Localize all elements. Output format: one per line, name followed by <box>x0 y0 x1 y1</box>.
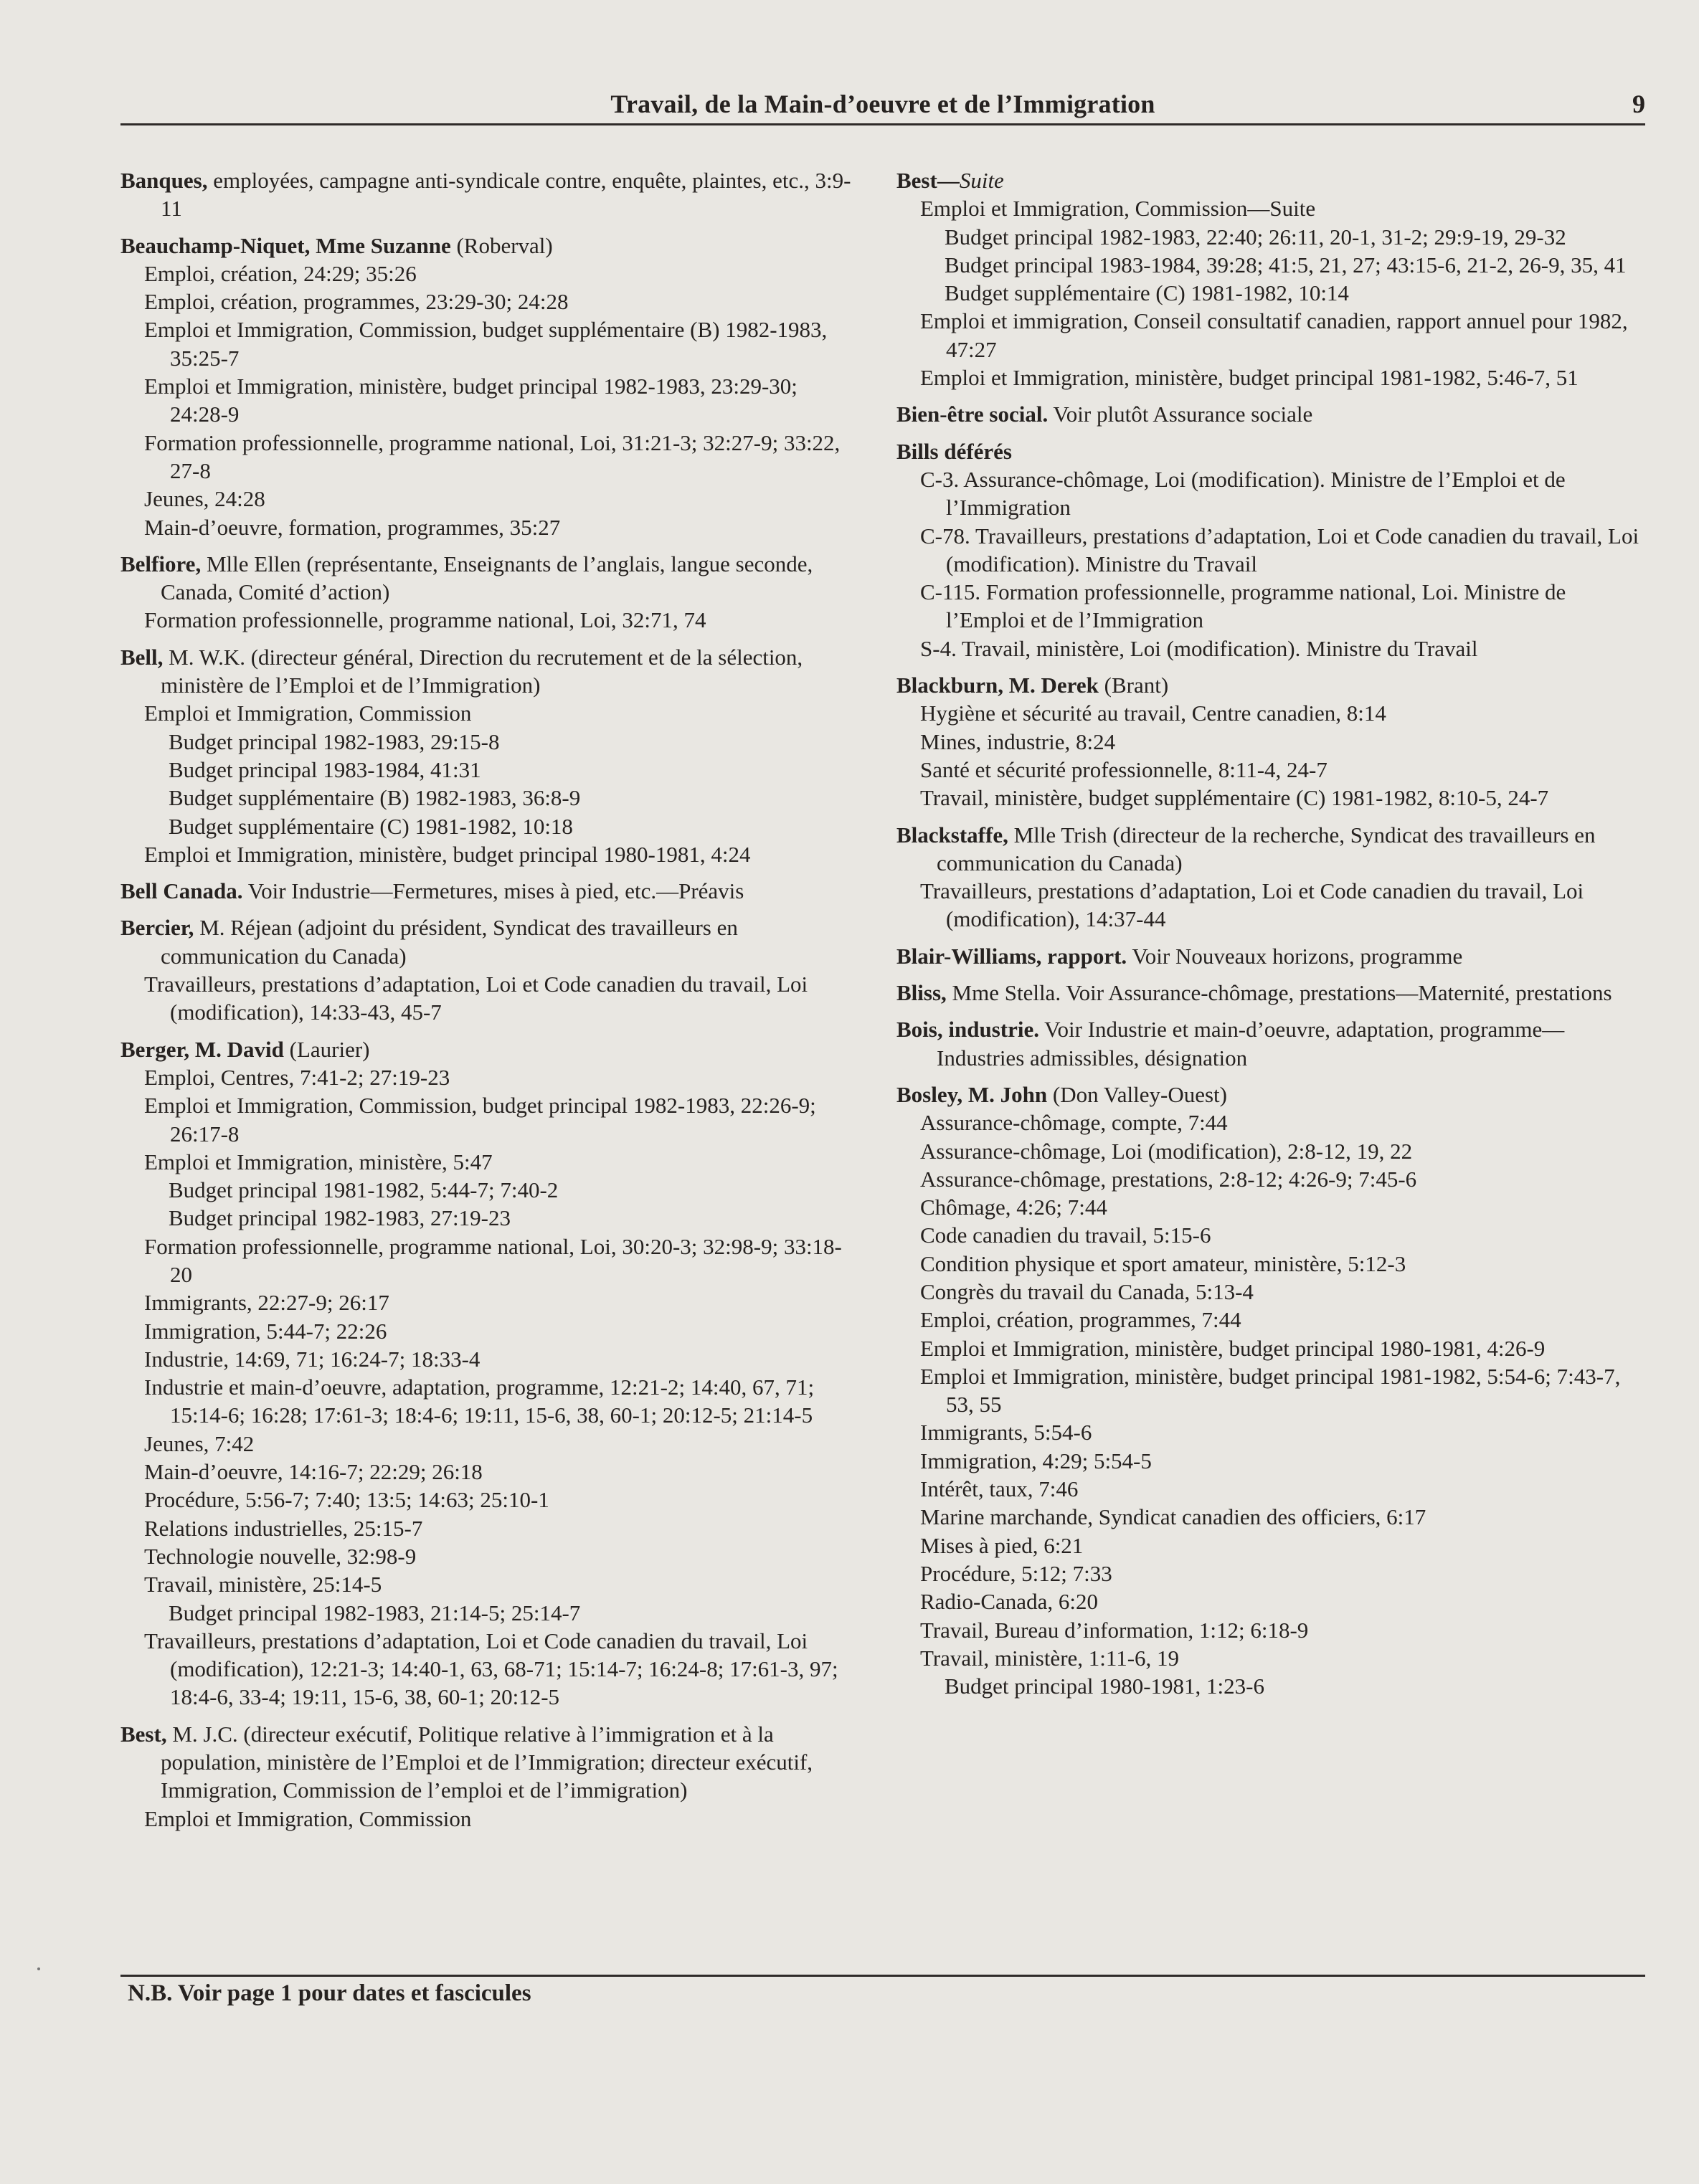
index-subentry: Main-d’oeuvre, 14:16-7; 22:29; 26:18 <box>144 1459 483 1485</box>
entry-keyword: Bills déférés <box>896 438 1012 464</box>
index-subentry: Travailleurs, prestations d’adaptation, Loi et Code canadien du travail, Loi (modification), 14:37-44 <box>920 878 1584 932</box>
index-subsubentry: Budget supplémentaire (C) 1981-1982, 10:18 <box>169 813 573 839</box>
index-subentry: Assurance-chômage, Loi (modification), 2:8-12, 19, 22 <box>920 1138 1413 1164</box>
index-subentry: Emploi et Immigration, Commission, budget principal 1982-1983, 22:26-9; 26:17-8 <box>144 1093 816 1146</box>
entry-keyword: Blair-Williams, rapport. <box>896 943 1127 969</box>
index-subsubentry: Budget supplémentaire (B) 1982-1983, 36:8-9 <box>169 785 581 811</box>
page-header <box>120 85 1645 122</box>
index-subentry: Travail, Bureau d’information, 1:12; 6:18-9 <box>920 1617 1309 1643</box>
entry-heading-text: Voir Nouveaux horizons, programme <box>1127 943 1463 969</box>
index-subentry: Emploi et Immigration, ministère, budget principal 1980-1981, 4:26-9 <box>920 1335 1546 1361</box>
entry-heading-text: (Laurier) <box>283 1036 370 1062</box>
entry-keyword: Bois, industrie. <box>896 1017 1039 1043</box>
footer-rule <box>120 1975 1645 1977</box>
entry-keyword: Belfiore, <box>120 551 202 576</box>
index-subentry: Travail, ministère, budget supplémentaire (C) 1981-1982, 8:10-5, 24-7 <box>920 785 1549 811</box>
entry-heading-text: Mlle Ellen (représentante, Enseignants de l’anglais, langue seconde, Canada, Comité d’action) <box>161 551 813 605</box>
index-subentry: Emploi et Immigration, ministère, budget principal 1982-1983, 23:29-30; 24:28-9 <box>144 374 798 427</box>
index-subentry: Immigration, 4:29; 5:54-5 <box>920 1448 1152 1473</box>
entry-heading-text: Voir Industrie—Fermetures, mises à pied, etc.—Préavis <box>242 878 744 904</box>
entry-keyword: Bell Canada. <box>120 878 243 904</box>
index-subentry: C-3. Assurance-chômage, Loi (modification). Ministre de l’Emploi et de l’Immigration <box>920 466 1566 521</box>
entry-heading-text: Voir Industrie et main-d’oeuvre, adaptation, programme—Industries admissibles, désignation <box>937 1017 1565 1070</box>
index-entry <box>120 877 859 905</box>
index-subentry: Travail, ministère, 25:14-5 <box>144 1572 382 1597</box>
entry-heading-text: M. W.K. (directeur général, Direction du recrutement et de la sélection, ministère de l’Emploi et de l’Immigration) <box>161 644 803 698</box>
index-subsubentry: Budget principal 1980-1981, 1:23-6 <box>945 1673 1264 1699</box>
index-entry <box>896 942 1645 970</box>
index-subentry: Assurance-chômage, prestations, 2:8-12; 4:26-9; 7:45-6 <box>920 1166 1417 1192</box>
index-subentry: Emploi, création, 24:29; 35:26 <box>144 260 417 286</box>
entry-heading <box>120 1720 859 1805</box>
index-subsubentry: Budget principal 1982-1983, 27:19-23 <box>169 1205 511 1231</box>
index-subentry: Procédure, 5:56-7; 7:40; 13:5; 14:63; 25:10-1 <box>144 1487 549 1513</box>
index-subsubentry: Budget principal 1983-1984, 39:28; 41:5, 21, 27; 43:15-6, 21-2, 26-9, 35, 41 <box>945 252 1627 277</box>
entry-keyword: Beauchamp-Niquet, Mme Suzanne <box>120 232 451 258</box>
index-subentry: Travailleurs, prestations d’adaptation, Loi et Code canadien du travail, Loi (modification), 12:21-3; 14:40-1, 63, 68-71; 15:14-7; 16:24-8; 17:61-3, 97; 18:4-6, 33-4; 19:11, 15-6, 38, 60-1; 20:12-5 <box>144 1628 838 1710</box>
index-entry <box>896 166 1645 391</box>
entry-heading <box>896 942 1645 970</box>
index-subentry: Travail, ministère, 1:11-6, 19 <box>920 1645 1180 1671</box>
index-entry <box>896 1081 1645 1701</box>
entry-heading <box>120 643 859 700</box>
running-title: Travail, de la Main-d’oeuvre et de l’Immigration <box>610 90 1155 118</box>
index-subentry: Emploi et Immigration, ministère, budget principal 1981-1982, 5:54-6; 7:43-7, 53, 55 <box>920 1363 1621 1418</box>
footer-note: N.B. Voir page 1 pour dates et fascicules <box>128 1980 531 2006</box>
index-subentry: Immigrants, 22:27-9; 26:17 <box>144 1290 389 1316</box>
entry-heading <box>120 232 859 260</box>
page-number: 9 <box>1632 90 1645 118</box>
index-subentry: Emploi et Immigration, Commission—Suite <box>920 196 1316 222</box>
index-subentry: S-4. Travail, ministère, Loi (modification). Ministre du Travail <box>920 635 1478 661</box>
entry-heading-text: (Don Valley-Ouest) <box>1047 1081 1227 1107</box>
entry-heading <box>896 437 1645 465</box>
entry-keyword: Blackstaffe, <box>896 822 1008 848</box>
entry-heading-text: Suite <box>959 168 1004 193</box>
index-subentry: Industrie, 14:69, 71; 16:24-7; 18:33-4 <box>144 1346 481 1372</box>
index-entry <box>120 550 859 635</box>
index-subentry: Hygiène et sécurité au travail, Centre canadien, 8:14 <box>920 701 1386 726</box>
index-subentry: Emploi et Immigration, ministère, 5:47 <box>144 1149 493 1174</box>
entry-keyword: Bosley, M. John <box>896 1081 1048 1107</box>
entry-keyword: Bell, <box>120 644 164 670</box>
entry-heading <box>896 1081 1645 1108</box>
index-subentry: Santé et sécurité professionnelle, 8:11-4, 24-7 <box>920 756 1328 782</box>
entry-keyword: Bercier, <box>120 915 194 941</box>
index-entry <box>120 166 859 223</box>
entry-heading <box>120 913 859 970</box>
index-subentry: Emploi, création, programmes, 23:29-30; 24:28 <box>144 289 569 315</box>
index-subsubentry: Budget principal 1982-1983, 22:40; 26:11, 20-1, 31-2; 29:9-19, 29-32 <box>945 224 1566 250</box>
scan-speck <box>37 1967 40 1970</box>
index-subentry: Emploi et Immigration, Commission <box>144 1805 472 1831</box>
entry-keyword: Banques, <box>120 168 208 193</box>
index-subentry: Emploi et immigration, Conseil consultatif canadien, rapport annuel pour 1982, 47:27 <box>920 308 1628 362</box>
index-entry <box>120 643 859 868</box>
index-subsubentry: Budget principal 1983-1984, 41:31 <box>169 756 481 782</box>
index-subentry: Immigrants, 5:54-6 <box>920 1420 1092 1445</box>
index-subentry: Travailleurs, prestations d’adaptation, Loi et Code canadien du travail, Loi (modification), 14:33-43, 45-7 <box>144 972 808 1025</box>
entry-heading <box>896 979 1645 1007</box>
index-subentry: Congrès du travail du Canada, 5:13-4 <box>920 1278 1254 1304</box>
index-subentry: Chômage, 4:26; 7:44 <box>920 1195 1107 1220</box>
entry-heading-text: Mlle Trish (directeur de la recherche, Syndicat des travailleurs en communication du Canada) <box>937 822 1596 875</box>
index-entry <box>120 1035 859 1711</box>
index-entry <box>896 979 1645 1007</box>
index-subentry: Emploi et Immigration, ministère, budget principal 1980-1981, 4:24 <box>144 841 751 867</box>
entry-keyword: Bliss, <box>896 980 947 1006</box>
index-entry <box>896 400 1645 428</box>
index-subentry: Relations industrielles, 25:15-7 <box>144 1515 423 1541</box>
entry-heading-text: (Roberval) <box>450 232 553 258</box>
index-subentry: C-115. Formation professionnelle, programme national, Loi. Ministre de l’Emploi et de l’Immigration <box>920 579 1566 633</box>
entry-keyword: Bien-être social. <box>896 402 1049 427</box>
entry-heading-text: M. J.C. (directeur exécutif, Politique relative à l’immigration et à la population, ministère de l’Emploi et de l’Immigration; directeur exécutif, Immigration, Commission de l’emploi et de l’immigration) <box>161 1721 813 1803</box>
index-entry <box>896 821 1645 934</box>
index-subentry: Jeunes, 7:42 <box>144 1430 255 1456</box>
index-subentry: Mises à pied, 6:21 <box>920 1532 1084 1558</box>
index-subentry: Formation professionnelle, programme national, Loi, 31:21-3; 32:27-9; 33:22, 27-8 <box>144 429 841 483</box>
index-subentry: Code canadien du travail, 5:15-6 <box>920 1222 1211 1248</box>
index-entry <box>896 437 1645 663</box>
entry-heading <box>896 166 1645 194</box>
entry-heading-text: M. Réjean (adjoint du président, Syndicat des travailleurs en communication du Canada) <box>161 915 738 969</box>
index-entry <box>120 232 859 541</box>
entry-heading <box>120 877 859 905</box>
index-subentry: Emploi et Immigration, ministère, budget principal 1981-1982, 5:46-7, 51 <box>920 365 1579 391</box>
index-subsubentry: Budget principal 1981-1982, 5:44-7; 7:40-2 <box>169 1177 559 1203</box>
entry-heading <box>896 1015 1645 1072</box>
entry-heading <box>120 550 859 607</box>
entry-heading-text: employées, campagne anti-syndicale contre, enquête, plaintes, etc., 3:9-11 <box>161 168 851 222</box>
entry-keyword: Best— <box>896 168 960 193</box>
index-subentry: Industrie et main-d’oeuvre, adaptation, programme, 12:21-2; 14:40, 67, 71; 15:14-6; 16:28; 17:61-3; 18:4-6; 19:11, 15-6, 38, 60-1; 20:12-5; 21:14-5 <box>144 1375 815 1428</box>
entry-keyword: Best, <box>120 1721 167 1747</box>
index-entry <box>120 1720 859 1833</box>
index-subsubentry: Budget supplémentaire (C) 1981-1982, 10:14 <box>945 280 1349 306</box>
index-subentry: Intérêt, taux, 7:46 <box>920 1476 1079 1502</box>
entry-heading-text: Voir plutôt Assurance sociale <box>1048 402 1313 427</box>
entry-keyword: Berger, M. David <box>120 1036 284 1062</box>
index-subentry: Marine marchande, Syndicat canadien des officiers, 6:17 <box>920 1504 1426 1530</box>
right-column <box>896 166 1645 1709</box>
index-subentry: Assurance-chômage, compte, 7:44 <box>920 1110 1228 1136</box>
index-subsubentry: Budget principal 1982-1983, 29:15-8 <box>169 728 500 754</box>
index-subentry: Emploi, création, programmes, 7:44 <box>920 1307 1241 1333</box>
entry-heading-text: Mme Stella. Voir Assurance-chômage, prestations—Maternité, prestations <box>946 980 1612 1006</box>
index-subentry: Radio-Canada, 6:20 <box>920 1589 1098 1615</box>
index-entry <box>896 1015 1645 1072</box>
index-subentry: Mines, industrie, 8:24 <box>920 728 1116 754</box>
entry-heading <box>120 166 859 223</box>
index-subentry: Technologie nouvelle, 32:98-9 <box>144 1543 417 1569</box>
header-rule <box>120 123 1645 125</box>
index-subentry: Emploi et Immigration, Commission <box>144 701 472 726</box>
index-subentry: C-78. Travailleurs, prestations d’adaptation, Loi et Code canadien du travail, Loi (modification). Ministre du Travail <box>920 523 1639 576</box>
index-subentry: Main-d’oeuvre, formation, programmes, 35:27 <box>144 514 561 540</box>
entry-keyword: Blackburn, M. Derek <box>896 673 1099 698</box>
entry-heading <box>896 400 1645 428</box>
index-subentry: Condition physique et sport amateur, ministère, 5:12-3 <box>920 1250 1406 1276</box>
index-entry <box>896 671 1645 812</box>
entry-heading <box>896 821 1645 878</box>
index-subentry: Emploi et Immigration, Commission, budget supplémentaire (B) 1982-1983, 35:25-7 <box>144 317 828 371</box>
index-subentry: Formation professionnelle, programme national, Loi, 32:71, 74 <box>144 607 706 633</box>
index-subentry: Immigration, 5:44-7; 22:26 <box>144 1318 387 1344</box>
index-subentry: Formation professionnelle, programme national, Loi, 30:20-3; 32:98-9; 33:18-20 <box>144 1233 842 1287</box>
index-subentry: Procédure, 5:12; 7:33 <box>920 1560 1112 1586</box>
left-column <box>120 166 859 1841</box>
index-subentry: Jeunes, 24:28 <box>144 486 265 512</box>
entry-heading-text: (Brant) <box>1098 673 1169 698</box>
index-entry <box>120 913 859 1026</box>
entry-heading <box>896 671 1645 699</box>
entry-heading <box>120 1035 859 1063</box>
index-subentry: Emploi, Centres, 7:41-2; 27:19-23 <box>144 1064 450 1090</box>
index-subsubentry: Budget principal 1982-1983, 21:14-5; 25:14-7 <box>169 1600 581 1625</box>
